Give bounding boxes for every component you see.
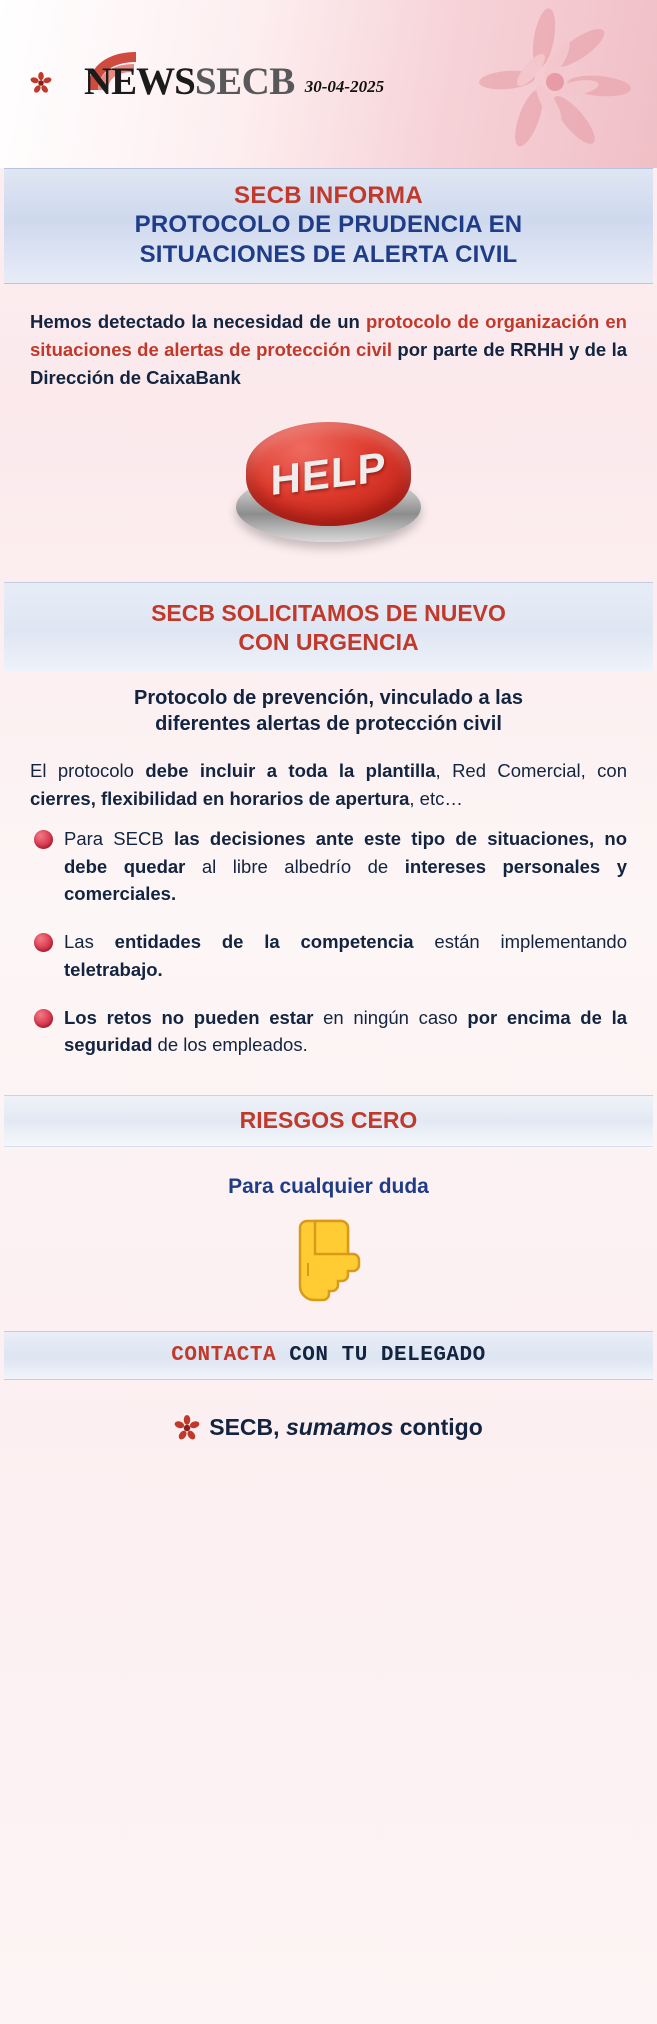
section2-subheading-line-2: diferentes alertas de protección civil xyxy=(155,713,502,736)
section2-subheading-line-1: Protocolo de prevención, vinculado a las xyxy=(134,686,523,709)
list-item xyxy=(30,1004,627,1060)
footer-slogan-rest: contigo xyxy=(399,1414,483,1441)
contacta-band[interactable] xyxy=(4,1331,653,1380)
contacta-word-2: CON TU DELEGADO xyxy=(289,1344,486,1368)
title-band xyxy=(4,168,653,284)
help-push-button-icon xyxy=(236,416,421,556)
duda-text: Para cualquier duda xyxy=(228,1175,429,1199)
flower-asterisk-icon xyxy=(174,1415,200,1441)
logo-news-text: NEWS xyxy=(84,60,195,103)
list-item xyxy=(30,928,627,984)
help-button-label: HELP xyxy=(270,443,387,505)
paragraph-bold-1: debe incluir a toda la plantilla xyxy=(145,760,436,782)
title-line-2: PROTOCOLO DE PRUDENCIA EN xyxy=(134,211,523,239)
contacta-word-1: CONTACTA xyxy=(171,1344,277,1368)
bullet-bold-1: entidades de la competencia xyxy=(114,931,414,953)
riesgos-band xyxy=(4,1095,653,1147)
issue-date: 30-04-2025 xyxy=(304,77,385,96)
bullet-part-2: están implementando xyxy=(413,931,628,953)
hand-zone xyxy=(0,1203,657,1325)
intro-paragraph xyxy=(0,284,657,398)
section2-heading-line-1: SECB SOLICITAMOS DE NUEVO xyxy=(151,600,506,627)
list-item xyxy=(30,825,627,908)
header xyxy=(0,0,657,168)
bullet-part-1: Para SECB xyxy=(64,827,174,849)
bullet-part-2: en ningún caso xyxy=(313,1006,468,1028)
logo-secb-text: SECB xyxy=(194,60,295,103)
section2-paragraph xyxy=(0,743,657,813)
pointing-down-hand-icon xyxy=(291,1215,367,1307)
footer-text xyxy=(209,1414,483,1441)
riesgos-heading: RIESGOS CERO xyxy=(239,1107,418,1134)
title-line-3: SITUACIONES DE ALERTA CIVIL xyxy=(139,240,518,268)
bullet-part-1: Las xyxy=(64,931,115,953)
bullet-dot-icon xyxy=(34,830,53,849)
bullet-part-2: al libre albedrío de xyxy=(185,855,405,877)
intro-part-1: Hemos detectado la necesidad de un xyxy=(30,310,366,332)
bullet-bold-2: por encima de la seguridad xyxy=(64,1006,628,1056)
bullet-part-3: de los empleados. xyxy=(152,1034,308,1056)
paragraph-part-2: , Red Comercial, con xyxy=(435,760,627,782)
footer-brand: SECB, xyxy=(209,1414,280,1441)
bullet-bold-2: intereses personales y comerciales. xyxy=(64,855,627,905)
footer xyxy=(0,1380,657,1471)
bullet-bold-2: teletrabajo. xyxy=(64,958,163,980)
bullet-bold-1: las decisiones ante este tipo de situaciones, no debe quedar xyxy=(64,827,627,877)
footer-slogan-italic: sumamos xyxy=(285,1414,394,1441)
section2-heading-line-2: CON URGENCIA xyxy=(238,628,419,655)
contacta-heading xyxy=(14,1344,643,1367)
bullet-dot-icon xyxy=(34,933,53,952)
paragraph-part-1: El protocolo xyxy=(30,760,146,782)
flower-asterisk-icon xyxy=(30,72,52,94)
floral-decoration-icon xyxy=(449,8,639,158)
bullet-dot-icon xyxy=(34,1009,53,1028)
section2-subheading xyxy=(0,671,657,744)
intro-highlight: protocolo de organización en situaciones de alertas de protección civil xyxy=(30,310,627,360)
help-button-zone xyxy=(0,398,657,582)
bullet-bold-1: Los retos no pueden estar xyxy=(64,1006,314,1028)
section2-heading-band xyxy=(4,582,653,671)
paragraph-bold-2: cierres, flexibilidad en horarios de apertura xyxy=(30,788,410,810)
intro-part-2: por parte de RRHH y de la Dirección de CaixaBank xyxy=(30,338,628,389)
title-line-1: SECB INFORMA xyxy=(234,182,423,209)
paragraph-part-3: , etc… xyxy=(409,788,463,810)
bullet-list xyxy=(0,813,657,1085)
logo xyxy=(30,62,384,101)
